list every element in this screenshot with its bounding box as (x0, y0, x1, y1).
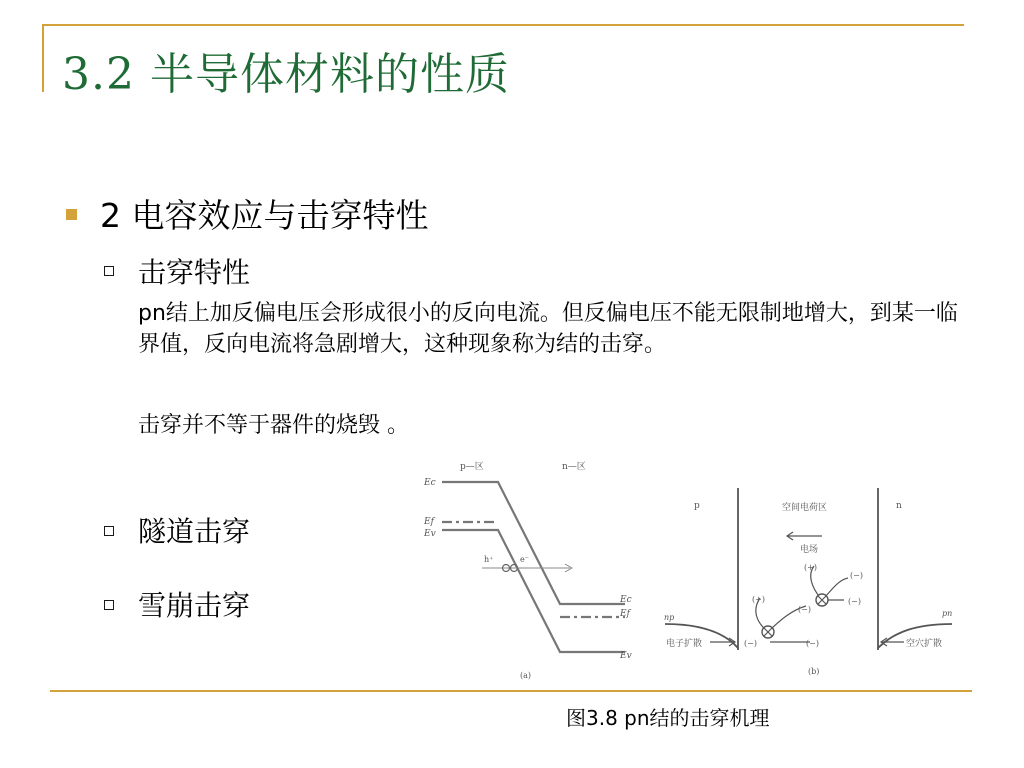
bullet-breakdown: 击穿特性 (138, 256, 251, 289)
plus-label: (+) (804, 563, 817, 572)
conduction-band-line (442, 482, 625, 604)
np-label: np (664, 613, 675, 622)
minus-label: (−) (744, 639, 757, 648)
hollow-bullet-icon (104, 526, 114, 536)
figure-a-sublabel: (a) (520, 671, 532, 680)
electron-diffusion-label: 电子扩散 (666, 639, 703, 649)
section-heading: 2 电容效应与击穿特性 (100, 196, 429, 235)
n-region-label: n (896, 501, 902, 511)
bottom-rule (50, 690, 972, 692)
ev-label-left: Ev (424, 529, 436, 539)
ev-label-right: Ev (620, 651, 632, 661)
space-charge-figure (660, 482, 960, 682)
minus-label: (−) (806, 639, 819, 648)
hole-label: h⁺ (484, 555, 494, 564)
plus-label: (+) (752, 595, 765, 604)
pn-label: pn (942, 609, 953, 618)
page-title: 3.2 半导体材料的性质 (62, 49, 510, 100)
bullet-tunnel-breakdown: 隧道击穿 (138, 515, 251, 548)
ec-label-left: Ec (424, 478, 436, 488)
fermi-level-line (442, 522, 625, 617)
field-label: 电场 (800, 545, 819, 555)
minus-label: (−) (850, 571, 863, 580)
bullet-square-icon (66, 209, 77, 220)
valence-band-line (442, 530, 625, 652)
paragraph-breakdown: pn结上加反偏电压会形成很小的反向电流。但反偏电压不能无限制地增大，到某一临界值，反向电流将急剧增大，这种现象称为结的击穿。 (138, 301, 958, 357)
ec-label-right: Ec (620, 595, 632, 605)
space-charge-label: 空间电荷区 (782, 503, 828, 513)
bullet-avalanche-breakdown: 雪崩击穿 (138, 589, 251, 622)
ef-label-left: Ef (424, 517, 434, 527)
p-region-label: p (694, 501, 700, 511)
figure-caption: 图3.8 pn结的击穿机理 (566, 706, 770, 730)
minus-label: (−) (848, 597, 861, 606)
figure-b-sublabel: (b) (808, 667, 820, 676)
left-rule (42, 24, 44, 92)
region-p-label: p—区 (460, 462, 484, 472)
paragraph-not-burnout: 击穿并不等于器件的烧毁 。 (138, 413, 409, 438)
hole-diffusion-label: 空穴扩散 (906, 639, 943, 649)
region-n-label: n—区 (562, 462, 586, 472)
minus-label: (−) (798, 605, 811, 614)
hollow-bullet-icon (104, 266, 114, 276)
top-rule (42, 24, 964, 26)
ef-label-right: Ef (620, 609, 630, 619)
hollow-bullet-icon (104, 600, 114, 610)
band-diagram-figure (420, 452, 645, 684)
electron-label: e⁻ (520, 555, 529, 564)
